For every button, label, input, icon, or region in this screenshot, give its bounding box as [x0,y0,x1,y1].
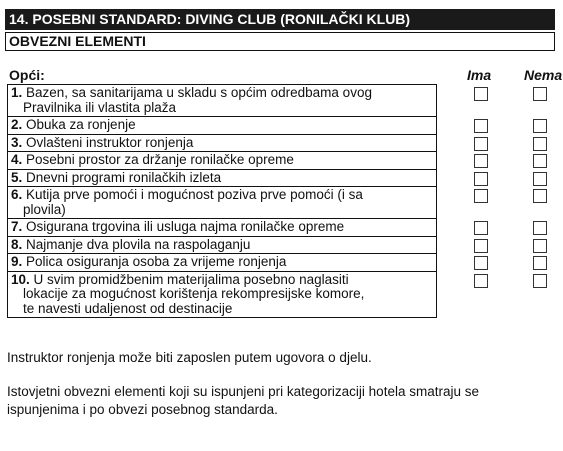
checkbox-yes-7[interactable] [474,221,488,235]
checkbox-yes-5[interactable] [474,172,488,186]
requirement-number: 8. [11,236,23,252]
requirement-text: Ovlašteni instruktor ronjenja [22,134,194,150]
checkbox-yes-10[interactable] [474,274,488,288]
requirement-text: Najmanje dva plovila na raspolaganju [22,236,251,252]
checkbox-no-3[interactable] [533,137,547,151]
checkbox-no-8[interactable] [533,239,547,253]
requirement-number: 2. [11,117,23,132]
requirement-row [7,170,437,188]
column-header-no: Nema [524,67,563,83]
checkbox-no-6[interactable] [533,189,547,203]
checkbox-yes-9[interactable] [474,256,488,270]
section-label: Opći: [9,67,45,83]
requirement-text: Bazen, sa sanitarijama u skladu s općim odredbama ovog [22,85,372,100]
requirement-row [7,272,437,319]
requirement-number: 3. [11,134,23,150]
note-instructor: Instruktor ronjenja može biti zaposlen putem ugovora o djelu. [7,350,372,365]
checkbox-no-2[interactable] [533,119,547,133]
requirement-row [7,85,437,117]
requirement-number: 10. [11,271,30,287]
section-subtitle [5,32,555,51]
requirements-table [7,84,437,318]
checkbox-no-7[interactable] [533,221,547,235]
checkbox-yes-2[interactable] [474,119,488,133]
checkbox-yes-8[interactable] [474,239,488,253]
checkbox-no-10[interactable] [533,274,547,288]
requirement-number: 6. [11,187,23,202]
note-equivalent-line2: ispunjenima i po obvezi posebnog standarda. [7,402,278,417]
checkbox-yes-3[interactable] [474,137,488,151]
requirement-text-continuation: Pravilnika ili vlastita plaža [23,99,177,115]
checkbox-yes-1[interactable] [474,87,488,101]
requirement-row [7,187,437,219]
requirement-text: Posebni prostor za držanje ronilačke opreme [22,152,294,167]
checkbox-no-5[interactable] [533,172,547,186]
note-equivalent-line1: Istovjetni obvezni elementi koji su ispunjeni pri kategorizaciji hotela smatraju se [7,384,479,399]
requirement-number: 9. [11,254,23,269]
requirement-row [7,117,437,135]
checkbox-yes-4[interactable] [474,154,488,168]
checkbox-no-4[interactable] [533,154,547,168]
column-header-yes: Ima [467,67,492,83]
requirement-text: U svim promidžbenim materijalima posebno naglasiti [29,271,349,287]
requirement-text: Dnevni programi ronilačkih izleta [22,169,222,185]
requirement-number: 1. [11,85,23,100]
requirement-text: Osigurana trgovina ili usluga najma ronilačke opreme [22,219,345,234]
checkbox-no-1[interactable] [533,87,547,101]
requirement-text: Kutija prve pomoći i mogućnost poziva prve pomoći (i sa [22,187,363,202]
requirement-number: 7. [11,219,23,234]
requirement-number: 4. [11,152,23,167]
checkbox-yes-6[interactable] [474,189,488,203]
requirement-row [7,152,437,170]
requirement-row [7,237,437,255]
requirement-row [7,219,437,237]
requirement-text: Polica osiguranja osoba za vrijeme ronjenja [22,254,287,269]
requirement-row [7,254,437,272]
checkbox-no-9[interactable] [533,256,547,270]
requirement-text-continuation: plovila) [23,201,66,217]
requirement-number: 5. [11,169,23,185]
standard-title: 14. POSEBNI STANDARD: DIVING CLUB (RONILAČKI KLUB) [5,9,555,30]
subtitle-label: OBVEZNI ELEMENTI [9,33,146,49]
requirement-row [7,135,437,153]
requirement-text-continuation: te navesti udaljenost od destinacije [23,300,233,316]
requirement-text-continuation: lokacije za mogućnost korištenja rekompresijske komore, [23,286,365,301]
requirement-text: Obuka za ronjenje [22,117,136,132]
